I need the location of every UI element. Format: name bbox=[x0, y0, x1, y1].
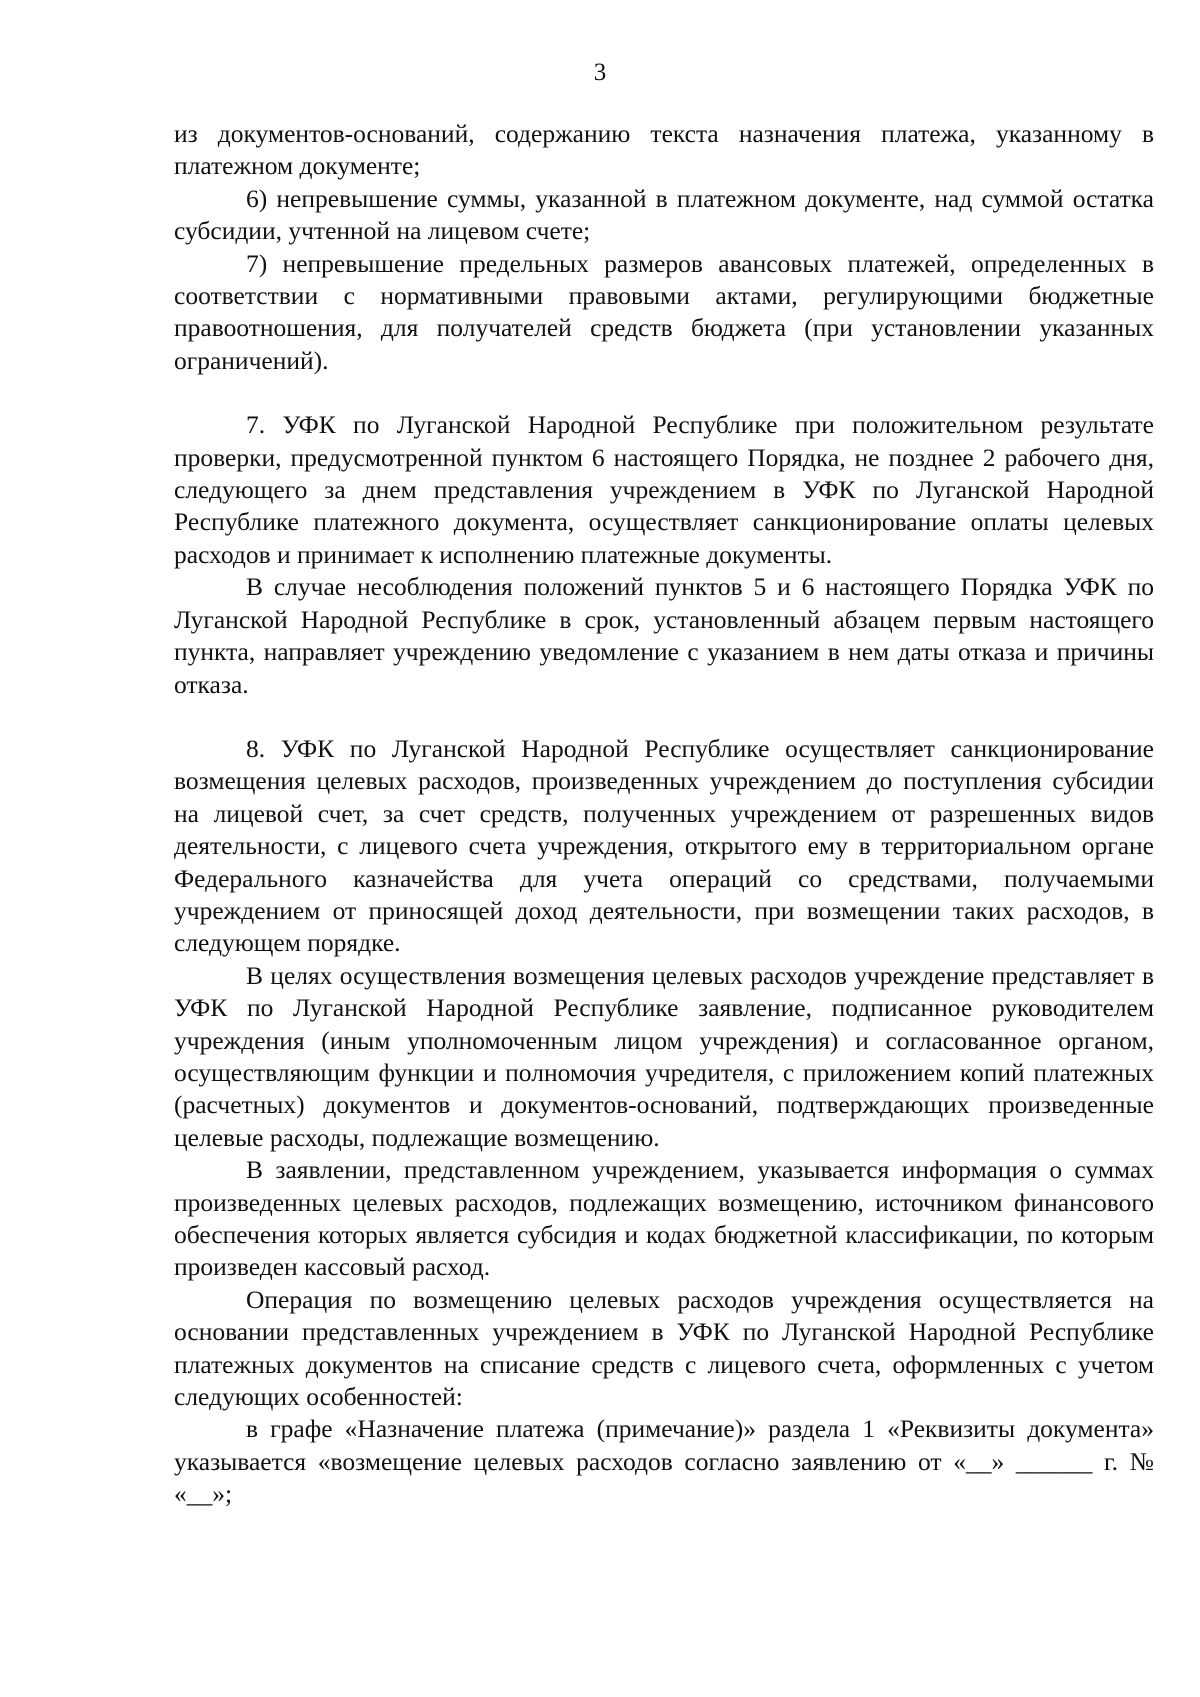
page-number: 3 bbox=[593, 59, 607, 86]
document-body bbox=[174, 118, 1154, 1511]
paragraph-clause-8-information: В заявлении, представленном учреждением, указывается информация о суммах произведенных целевых расходов, подлежащих возмещению, источником финансового обеспечения которых является субсидия и кодах бюджетной классификации, по которым произведен кассовый расход. bbox=[174, 1155, 1154, 1282]
paragraph-clause-8-application: В целях осуществления возмещения целевых расходов учреждение представляет в УФК по Луганской Народной Республике заявление, подписанное руководителем учреждения (иным уполномоченным лицом учреждения) и согласованное органом, осуществляющим функции и полномочия учредителя, с приложением копий платежных (расчетных) документов и документов-оснований, подтверждающих произведенные целевые расходы, подлежащие возмещению. bbox=[174, 960, 1154, 1152]
paragraph-clause-8-operation: Операция по возмещению целевых расходов учреждения осуществляется на основании представленных учреждением в УФК по Луганской Народной Республике платежных документов на списание средств с лицевого счета, оформленных с учетом следующих особенностей: bbox=[174, 1284, 1154, 1412]
paragraph-item-6: 6) непревышение суммы, указанной в платежном документе, над суммой остатка субсидии, учтенной на лицевом счете; bbox=[174, 183, 1154, 246]
paragraph-continuation: из документов-оснований, содержанию текста назначения платежа, указанному в платежном документе; bbox=[174, 119, 1154, 181]
paragraph-clause-7-refusal: В случае несоблюдения положений пунктов 5 и 6 настоящего Порядка УФК по Луганской Народной Республике в срок, установленный абзацем первым настоящего пункта, направляет учреждению уведомление с указанием в нем даты отказа и причины отказа. bbox=[174, 572, 1154, 699]
paragraph-clause-8-payment-purpose: в графе «Назначение платежа (примечание)» раздела 1 «Реквизиты документа» указывается «возмещение целевых расходов согласно заявлению от «__» ______ г. № «__»; bbox=[174, 1414, 1154, 1509]
paragraph-item-7: 7) непревышение предельных размеров авансовых платежей, определенных в соответствии с нормативными правовыми актами, регулирующими бюджетные правоотношения, для получателей средств бюджета (при установлении указанных ограничений). bbox=[174, 248, 1154, 375]
paragraph-clause-7: 7. УФК по Луганской Народной Республике при положительном результате проверки, предусмотренной пунктом 6 настоящего Порядка, не позднее 2 рабочего дня, следующего за днем представления учреждением в УФК по Луганской Народной Республике платежного документа, осуществляет санкционирование оплаты целевых расходов и принимает к исполнению платежные документы. bbox=[174, 410, 1154, 569]
paragraph-clause-8: 8. УФК по Луганской Народной Республике осуществляет санкционирование возмещения целевых расходов, произведенных учреждением до поступления субсидии на лицевой счет, за счет средств, полученных учреждением от разрешенных видов деятельности, с лицевого счета учреждения, открытого ему в территориальном органе Федерального казначейства для учета операций со средствами, получаемыми учреждением от приносящей доход деятельности, при возмещении таких расходов, в следующем порядке. bbox=[174, 733, 1154, 958]
